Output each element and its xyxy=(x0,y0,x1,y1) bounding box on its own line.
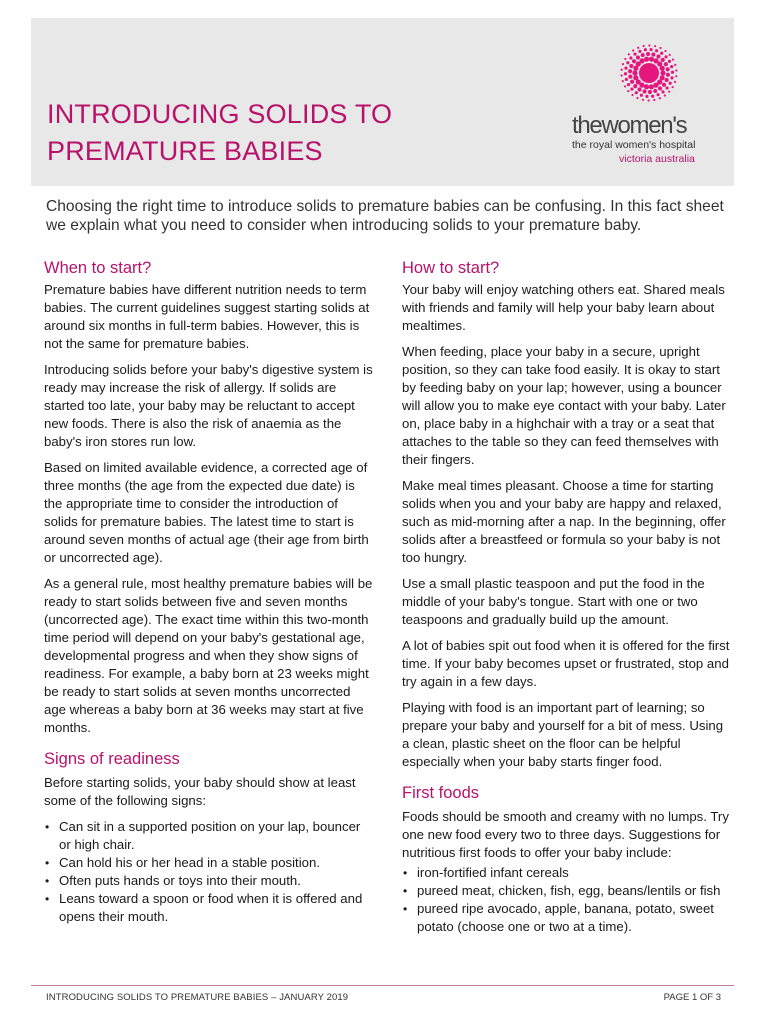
logo-dot xyxy=(651,52,655,56)
right-column xyxy=(402,258,732,936)
paragraph: As a general rule, most healthy premature babies will be ready to start solids between five and seven months (uncorrected age). The exact time within this two-month time period will depend on your baby's gestational age, developmental progress and when they show signs of readiness. For example, a baby born at 23 weeks might be ready to start solids at seven months uncorrected age whereas a baby born at 36 weeks may start at five months. xyxy=(44,576,373,735)
logo-dot xyxy=(672,58,674,60)
footer-divider xyxy=(31,985,734,986)
logo-dot xyxy=(622,63,624,65)
title-line-2: PREMATURE BABIES xyxy=(47,136,323,166)
section-heading-how: How to start? xyxy=(402,259,500,277)
title-line-1: INTRODUCING SOLIDS TO xyxy=(47,99,393,129)
logo-dot xyxy=(653,99,655,101)
logo-dot xyxy=(624,67,627,70)
logo-dot xyxy=(674,81,676,83)
logo-dot xyxy=(653,83,658,88)
logo-dot xyxy=(672,86,674,88)
logo-dot xyxy=(640,94,643,97)
logo-dot xyxy=(648,99,650,101)
paragraph: Your baby will enjoy watching others eat. Shared meals with friends and family will help your baby learn about mealtimes. xyxy=(402,282,725,333)
logo-dot xyxy=(664,62,668,66)
logo-dot xyxy=(641,53,645,57)
logo-dot xyxy=(627,90,629,92)
logo-dot xyxy=(630,80,634,84)
logo-dot xyxy=(648,90,652,94)
paragraph: A lot of babies spit out food when it is offered for the first time. If your baby becomes upset or frustrated, stop and try again in a few days. xyxy=(402,638,730,689)
logo-dot xyxy=(636,97,638,99)
logo-dot xyxy=(668,91,670,93)
logo-dot xyxy=(670,76,673,79)
paragraph: Use a small plastic teaspoon and put the food in the middle of your baby's tongue. Start with one or two teaspoons and gradually build up the amount. xyxy=(402,576,705,627)
logo-dot xyxy=(648,44,650,46)
logo-dot xyxy=(629,56,632,59)
list-item: • Leans toward a spoon or food when it is offered and opens their mouth. xyxy=(44,890,374,926)
logo-dot xyxy=(643,45,645,47)
logo-dot xyxy=(632,49,634,51)
logo-dot xyxy=(661,58,665,62)
logo-dot xyxy=(632,59,636,63)
logo-dot xyxy=(659,97,661,99)
logo-dot xyxy=(628,75,632,79)
list-item: • pureed ripe avocado, apple, banana, potato, sweet potato (choose one or two at a time). xyxy=(402,900,732,936)
first-foods-list xyxy=(402,864,732,936)
section-heading-signs: Signs of readiness xyxy=(44,750,180,768)
left-column xyxy=(44,258,374,926)
logo-dot xyxy=(664,50,666,52)
logo-dot xyxy=(662,83,666,87)
logo-dot xyxy=(636,55,640,59)
page-number: PAGE 1 OF 3 xyxy=(663,992,721,1003)
paragraph: Before starting solids, your baby should show at least some of the following signs: xyxy=(44,775,356,808)
logo-dot xyxy=(655,49,658,52)
logo-dot xyxy=(664,94,666,96)
logo-dot xyxy=(644,84,649,89)
logo-dot xyxy=(642,99,644,101)
logo-dot xyxy=(637,47,639,49)
logo-dot xyxy=(624,72,627,75)
logo-subtitle: the royal women's hospital xyxy=(572,139,696,151)
logo-dot xyxy=(675,75,677,77)
paragraph: Premature babies have different nutrition needs to term babies. The current guidelines suggest starting solids at around six months in full-term babies. However, this is not the same for premature babies. xyxy=(44,282,370,351)
paragraph: When feeding, place your baby in a secure, upright position, so they can take food easily. It is okay to start by feeding baby on your lap; however, using a bouncer will allow you to make eye contact with your baby. Later on, place baby in a highchair with a tray or a seat that attaches to the table so they can feed themselves with their fingers. xyxy=(402,344,726,467)
logo-dot xyxy=(669,82,672,85)
logo-dot xyxy=(656,93,659,96)
list-item: • Can hold his or her head in a stable position. xyxy=(44,854,374,872)
logo-dot xyxy=(624,85,626,87)
logo-dot xyxy=(670,65,673,68)
logo-dot xyxy=(633,53,636,56)
logo-dot xyxy=(628,53,630,55)
logo-dot xyxy=(666,73,670,77)
logo-dot xyxy=(661,90,664,93)
logo-dot xyxy=(660,52,663,55)
hospital-logo xyxy=(569,40,729,180)
logo-dot xyxy=(653,89,657,93)
logo-dot xyxy=(628,69,632,73)
logo-center-dot xyxy=(639,63,659,83)
logo-brand-text: thewomen's xyxy=(572,112,687,139)
page-title xyxy=(47,96,467,170)
section-heading-first-foods: First foods xyxy=(402,784,480,802)
logo-dot xyxy=(666,67,670,71)
paragraph: Playing with food is an important part of learning; so prepare your baby and yourself for a bit of mess. Using a clean, plastic sheet on the floor can be helpful especially when your baby starts finger food. xyxy=(402,700,724,769)
logo-dot xyxy=(656,54,660,58)
logo-dot xyxy=(658,86,662,90)
logo-dot xyxy=(660,75,665,80)
logo-dot xyxy=(630,88,633,91)
logo-dot xyxy=(621,74,623,76)
logo-dot xyxy=(651,95,654,98)
logo-dot xyxy=(649,48,652,51)
logo-dot xyxy=(665,78,669,82)
list-item: • pureed meat, chicken, fish, egg, beans/lentils or fish xyxy=(402,882,732,900)
logo-burst-icon xyxy=(619,40,679,106)
paragraph: Make meal times pleasant. Choose a time for starting solids when you and your baby are happy and relaxed, such as mid-morning after a nap. In the beginning, offer solids after a breastfeed or formula so your baby is not too hungry. xyxy=(402,478,726,565)
logo-dot xyxy=(621,69,623,71)
logo-dot xyxy=(675,69,677,71)
logo-dot xyxy=(622,80,624,82)
logo-dot xyxy=(674,64,676,66)
intro-paragraph: Choosing the right time to introduce solids to premature babies can be confusing. In this fact sheet we explain what you need to consider when introducing solids to your premature baby. xyxy=(46,198,724,234)
logo-dot xyxy=(664,55,667,58)
logo-dot xyxy=(635,91,638,94)
footer-title: INTRODUCING SOLIDS TO PREMATURE BABIES – JANUARY 2019 xyxy=(46,992,349,1003)
logo-dot xyxy=(660,66,665,71)
logo-dot xyxy=(649,84,654,89)
logo-dot xyxy=(659,47,661,49)
logo-dot xyxy=(644,57,649,62)
list-item: • iron-fortified infant cereals xyxy=(402,864,732,882)
logo-dot xyxy=(632,70,637,75)
paragraph: Based on limited available evidence, a corrected age of three months (the age from the expected due date) is the appropriate time to consider the introduction of solids for premature babies. The latest time to start is around seven months of actual age (their age from birth or uncorrected age). xyxy=(44,460,369,565)
logo-dot xyxy=(644,48,647,51)
logo-dot xyxy=(671,71,674,74)
logo-dot xyxy=(645,95,648,98)
logo-location: victoria australia xyxy=(619,153,695,165)
logo-dot xyxy=(626,61,629,64)
logo-dot xyxy=(627,83,630,86)
logo-dot xyxy=(624,58,626,60)
logo-dot xyxy=(669,54,671,56)
list-item: • Can sit in a supported position on your lap, bouncer or high chair. xyxy=(44,818,374,854)
logo-dot xyxy=(633,84,637,88)
logo-dot xyxy=(666,86,669,89)
logo-dot xyxy=(649,57,654,62)
logo-dot xyxy=(631,94,633,96)
section-heading-when: When to start? xyxy=(44,259,152,277)
logo-dot xyxy=(668,60,671,63)
list-item: • Often puts hands or toys into their mouth. xyxy=(44,872,374,890)
logo-dot xyxy=(639,58,644,63)
header-banner xyxy=(31,18,734,186)
logo-dot xyxy=(646,52,650,56)
logo-dot xyxy=(642,89,646,93)
logo-dot xyxy=(629,64,633,68)
logo-dot xyxy=(625,78,628,81)
signs-list xyxy=(44,818,374,926)
paragraph: Foods should be smooth and creamy with no lumps. Try one new food every two to three days. Suggestions for nutritious first foods to offer your baby include: xyxy=(402,809,729,860)
logo-dot xyxy=(637,87,641,91)
logo-dot xyxy=(638,50,641,53)
paragraph: Introducing solids before your baby's digestive system is ready may increase the risk of allergy. If solids are started too late, your baby may be reluctant to accept new foods. There is also the risk of anaemia as the baby's iron stores run low. xyxy=(44,362,373,449)
logo-dot xyxy=(660,70,665,75)
logo-dot xyxy=(633,75,638,80)
logo-dot xyxy=(654,45,656,47)
